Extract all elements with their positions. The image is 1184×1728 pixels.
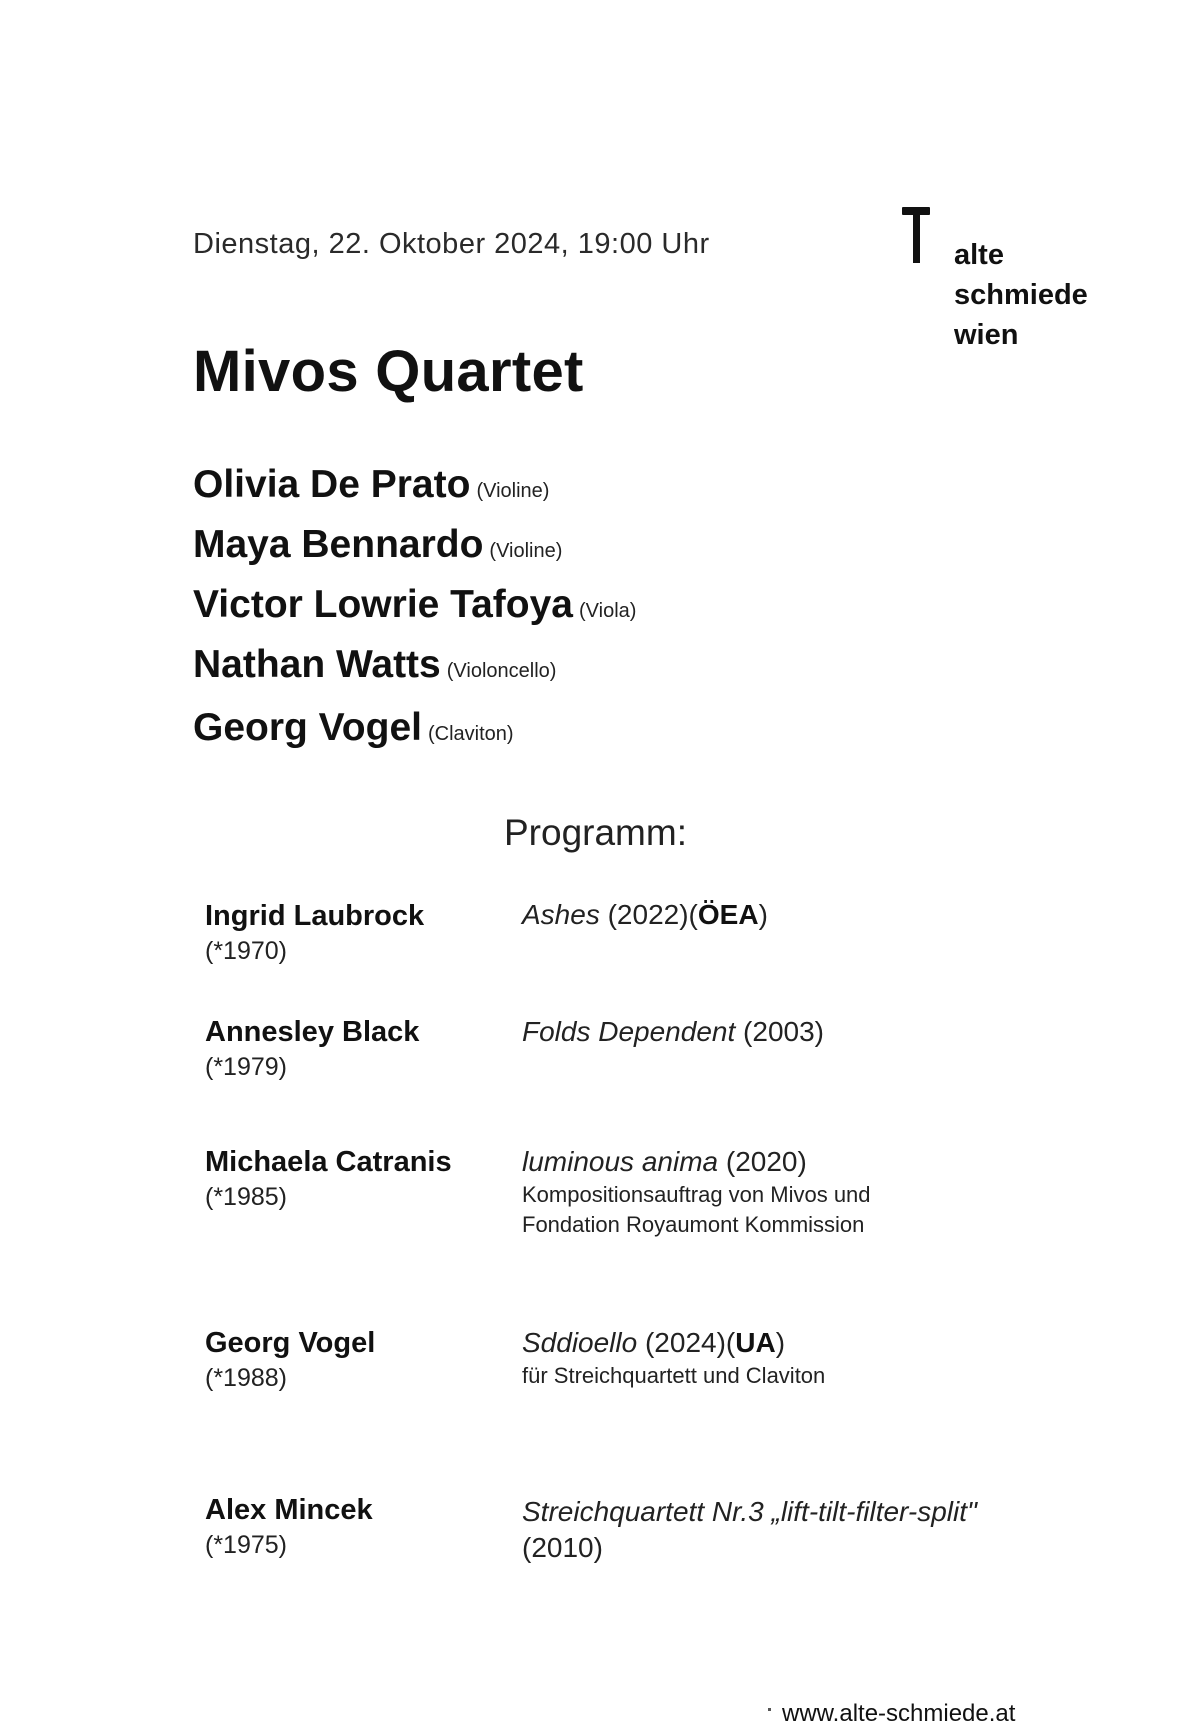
composer-name: Georg Vogel bbox=[205, 1327, 376, 1359]
t-mark-icon bbox=[902, 205, 932, 267]
performer bbox=[193, 518, 636, 578]
composer-name: Ingrid Laubrock bbox=[205, 900, 425, 932]
work-title: Streichquartett Nr.3 „lift-tilt-filter-split" bbox=[522, 1496, 977, 1527]
work-entry bbox=[522, 1494, 1102, 1566]
logo-line: schmiede bbox=[954, 279, 1088, 311]
work-note: für Streichquartett und Claviton bbox=[522, 1363, 826, 1388]
composer-name: Alex Mincek bbox=[205, 1494, 373, 1526]
composer-entry bbox=[205, 1144, 452, 1214]
logo-line: wien bbox=[954, 319, 1019, 351]
composer-born: (*1985) bbox=[205, 1183, 287, 1211]
work-year: (2003) bbox=[743, 1016, 824, 1047]
performer bbox=[193, 458, 636, 518]
work-year: (2022) bbox=[607, 899, 689, 930]
performer-name: Georg Vogel bbox=[193, 706, 422, 749]
work-title: Sddioello bbox=[522, 1327, 638, 1358]
performer-instrument: (Violoncello) bbox=[446, 660, 557, 682]
guest-performer bbox=[193, 701, 514, 761]
composer-born: (*1975) bbox=[205, 1531, 287, 1559]
composer-born: (*1970) bbox=[205, 937, 287, 965]
work-tag: ÖEA bbox=[697, 899, 759, 930]
performer-instrument: (Viola) bbox=[578, 600, 637, 622]
composer-entry bbox=[205, 898, 424, 968]
event-date: Dienstag, 22. Oktober 2024, 19:00 Uhr bbox=[193, 228, 710, 260]
logo-text bbox=[954, 235, 1088, 355]
website-url: www.alte-schmiede.at bbox=[782, 1700, 1016, 1727]
performer-name: Victor Lowrie Tafoya bbox=[193, 583, 573, 626]
performer-instrument: (Claviton) bbox=[427, 723, 514, 745]
composer-born: (*1979) bbox=[205, 1053, 287, 1081]
performer-instrument: (Violine) bbox=[489, 540, 563, 562]
performer bbox=[193, 578, 636, 638]
work-tag: UA bbox=[735, 1327, 776, 1358]
composer-name: Michaela Catranis bbox=[205, 1146, 452, 1178]
work-entry bbox=[522, 1144, 1102, 1240]
work-entry: Sddioello (2024)(UA) für Streichquartett und Claviton bbox=[522, 1325, 1102, 1391]
work-note: Kompositionsauftrag von Mivos und Fondation Royaumont Kommission bbox=[522, 1182, 871, 1237]
performer-name: Nathan Watts bbox=[193, 643, 441, 686]
work-entry: Ashes (2022)(ÖEA) bbox=[522, 899, 768, 930]
performer-instrument: (Violine) bbox=[476, 480, 550, 502]
composer-entry bbox=[205, 1014, 419, 1084]
performer bbox=[193, 638, 636, 698]
composer-entry bbox=[205, 1325, 375, 1395]
work-title: luminous anima bbox=[522, 1146, 719, 1177]
logo-line: alte bbox=[954, 239, 1004, 271]
work-entry bbox=[522, 1014, 1102, 1050]
decorative-mark bbox=[768, 1708, 771, 1711]
composer-entry bbox=[205, 1492, 373, 1562]
composer-name: Annesley Black bbox=[205, 1016, 420, 1048]
performer-name: Olivia De Prato bbox=[193, 463, 471, 506]
event-title: Mivos Quartet bbox=[193, 339, 584, 404]
work-year: (2024) bbox=[644, 1327, 726, 1358]
program-heading: Programm: bbox=[504, 812, 687, 853]
work-title: Folds Dependent bbox=[522, 1016, 736, 1047]
performer-list bbox=[193, 458, 636, 698]
work-title: Ashes bbox=[522, 899, 600, 930]
work-year: (2010) bbox=[522, 1532, 603, 1563]
work-year: (2020) bbox=[725, 1146, 807, 1177]
composer-born: (*1988) bbox=[205, 1364, 287, 1392]
performer-name: Maya Bennardo bbox=[193, 523, 484, 566]
